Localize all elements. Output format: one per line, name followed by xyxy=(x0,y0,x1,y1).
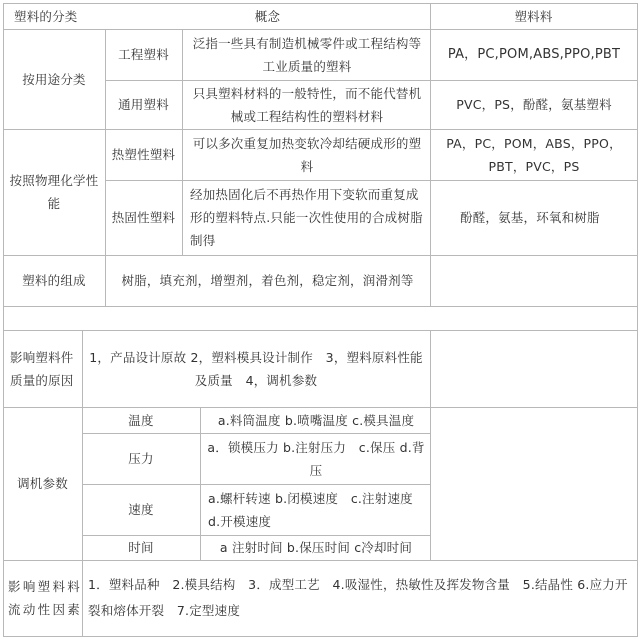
engineering-plastic-name: 工程塑料 xyxy=(118,47,169,62)
general-plastic-examples: PVC，PS，酚醛，氨基塑料 xyxy=(456,97,612,112)
tuning-temperature-name: 温度 xyxy=(128,412,154,428)
tuning-parameters-label: 调机参数 xyxy=(17,476,68,491)
thermoplastic-name: 热塑性塑料 xyxy=(111,147,176,162)
general-plastic-name: 通用塑料 xyxy=(118,97,169,112)
header-plastic: 塑料料 xyxy=(514,8,553,24)
general-plastic-concept: 只具塑料材料的一般特性，而不能代替机械或工程结构性的塑料材料 xyxy=(192,85,422,124)
tuning-time-name: 时间 xyxy=(128,540,154,555)
flow-factors-content: 1．塑料品种 2.模具结构 3．成型工艺 4.吸湿性，热敏性及挥发物含量 5.结晶性 6.应力开裂和熔体开裂 7.定型速度 xyxy=(88,577,628,618)
tuning-speed-content: a.螺杆转速 b.闭模速度 c.注射速度 d.开模速度 xyxy=(208,490,413,529)
tuning-temperature-content: a.料筒温度 b.喷嘴温度 c.模具温度 xyxy=(217,412,415,428)
tuning-pressure-content: a．锁模压力 b.注射压力 c.保压 d.背压 xyxy=(207,439,425,478)
flow-factors-label: 影响塑料料流动性因素 xyxy=(8,579,80,617)
usage-group-label: 按用途分类 xyxy=(22,71,86,87)
thermoplastic-concept: 可以多次重复加热变软冷却结硬成形的塑料 xyxy=(192,135,422,174)
tuning-speed-name: 速度 xyxy=(128,502,154,517)
tuning-time-content: a 注射时间 b.保压时间 c冷却时间 xyxy=(219,540,413,555)
quality-factors-content: 1，产品设计原故 2，塑料模具设计制作 3，塑料原料性能及质量 4，调机参数 xyxy=(89,349,423,388)
tuning-pressure-name: 压力 xyxy=(128,451,154,466)
quality-factors-label: 影响塑料件质量的原因 xyxy=(10,349,74,388)
thermoplastic-examples: PA，PC，POM，ABS，PPO，PBT，PVC，PS xyxy=(446,135,622,174)
thermoset-examples: 酚醛，氨基，环氧和树脂 xyxy=(460,210,600,225)
engineering-plastic-concept: 泛指一些具有制造机械零件或工程结构等工业质量的塑料 xyxy=(192,35,422,74)
header-category: 塑料的分类 xyxy=(14,8,78,24)
engineering-plastic-examples: PA，PC,POM,ABS,PPO,PBT xyxy=(447,47,621,62)
thermoset-name: 热固性塑料 xyxy=(111,210,176,225)
thermoset-concept: 经加热固化后不再热作用下变软而重复成形的塑料特点.只能一次性使用的合成树脂制得 xyxy=(190,187,423,248)
composition-content: 树脂，填充剂，增塑剂，着色剂，稳定剂，润滑剂等 xyxy=(121,273,414,288)
composition-label: 塑料的组成 xyxy=(22,273,86,288)
physchem-group-label: 按照物理化学性能 xyxy=(9,173,99,211)
header-concept: 概念 xyxy=(254,8,281,24)
